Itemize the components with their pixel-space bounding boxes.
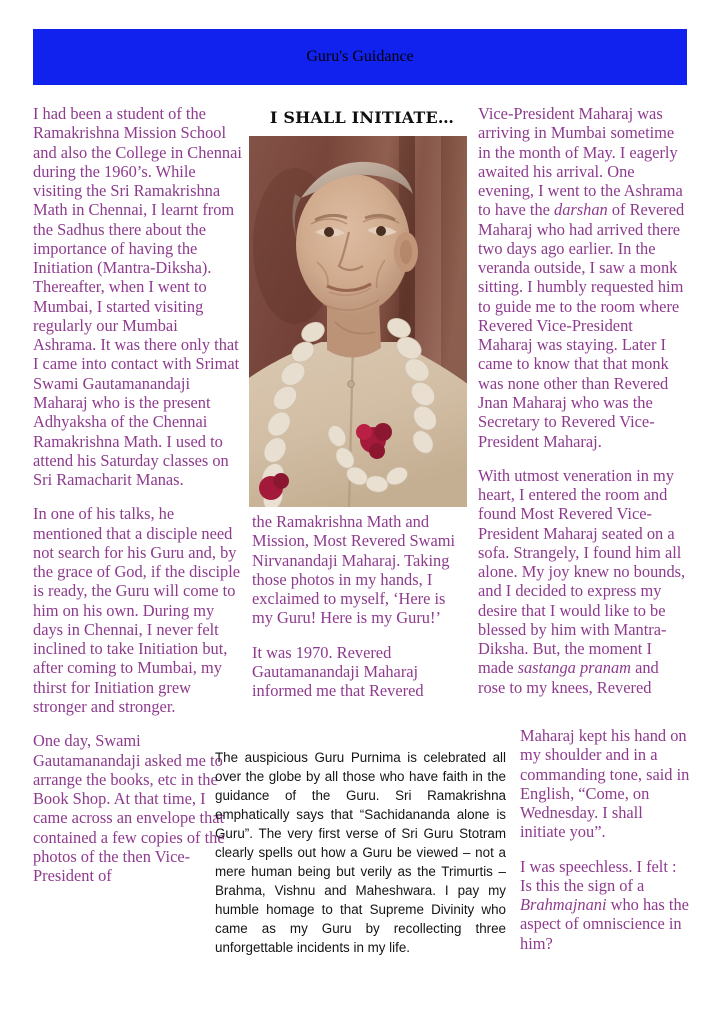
paragraph: Vice-President Maharaj was arriving in Mumbai sometime in the month of May. I eagerly awaited his arrival. One evening, I went to the Ashrama to have the darshan of Revered Maharaj who had arrived there two days ago earlier. In the veranda outside, I saw a monk sitting. I humbly requested him to guide me to the room where Revered Vice-President Maharaj was staying. Later I came to know that that monk was none other than Revered Jnan Maharaj who was the Secretary to Revered Vice-President Maharaj. xyxy=(478,104,685,451)
guru-purnima-intro-block xyxy=(215,748,506,957)
paragraph: The auspicious Guru Purnima is celebrated all over the globe by all those who have faith in the guidance of the Guru. Sri Ramakrishna emphatically says that “Sachidananda alone is Guru”. The very first verse of Sri Guru Stotram clearly spells out how a Guru be viewed – not a mere human being but verily as the Trimurtis – Brahma, Vishnu and Maheshwara. I pay my humble homage to that Supreme Divinity who came as my Guru by recollecting three unforgettable incidents in my life. xyxy=(215,750,506,956)
body-column-middle xyxy=(252,512,464,700)
photo-heading: I SHALL INITIATE… xyxy=(269,108,455,127)
paragraph: Maharaj kept his hand on my shoulder and in a commanding tone, said in English, “Come, on Wednesday. I shall initiate you”. xyxy=(520,726,690,842)
italic-term: darshan xyxy=(554,200,608,220)
italic-term: sastanga pranam xyxy=(517,658,631,678)
paragraph: I had been a student of the Ramakrishna Mission School and also the College in Chennai during the 1960’s. While visiting the Sri Ramakrishna Math in Chennai, I learnt from the Sadhus there about the importance of having the Initiation (Mantra-Diksha). Thereafter, when I went to Mumbai, I started visiting regularly our Mumbai Ashrama. It was there only that I came into contact with Srimat Swami Gautamanandaji Maharaj who is the present Adhyaksha of the Chennai Ramakrishna Math. I used to attend his Saturday classes on Sri Ramacharit Manas. xyxy=(33,104,242,490)
paragraph: In one of his talks, he mentioned that a disciple need not search for his Guru and, by the grace of God, if the disciple is ready, the Guru will come to him on his own. During my days in Chennai, I never felt inclined to take Initiation but, after coming to Mumbai, my thirst for Initiation grew stronger and stronger. xyxy=(33,504,241,716)
body-column-right-narrow xyxy=(520,726,692,953)
paragraph: It was 1970. Revered Gautamanandaji Maharaj informed me that Revered xyxy=(252,642,424,701)
paragraph: With utmost veneration in my heart, I entered the room and found Most Revered Vice-President Maharaj seated on a sofa. Strangely, I found him all alone. My joy knew no bounds, and I decided to express my desire that I would like to be blessed by him with Mantra-Diksha. But, the moment I made sastanga pranam and rose to my knees, Revered xyxy=(478,465,686,697)
body-column-left xyxy=(33,104,244,885)
body-column-right xyxy=(478,104,690,697)
page-title: Guru's Guidance xyxy=(306,48,414,65)
paragraph: I was speechless. I felt : Is this the sign of a Brahmajnani who has the aspect of omniscience in him? xyxy=(520,856,689,953)
page-header-banner xyxy=(33,29,687,85)
paragraph: the Ramakrishna Math and Mission, Most Revered Swami Nirvanandaji Maharaj. Taking those photos in my hands, I exclaimed to myself, ‘Here is my Guru! Here is my Guru!’ xyxy=(252,512,456,628)
paragraph: One day, Swami Gautamanandaji asked me to arrange the books, etc in the Book Shop. At that time, I came across an envelope that contained a few copies of the photos of the then Vice-President of xyxy=(33,731,225,886)
italic-term: Brahmajnani xyxy=(520,895,607,915)
monk-portrait-photo xyxy=(249,136,467,507)
